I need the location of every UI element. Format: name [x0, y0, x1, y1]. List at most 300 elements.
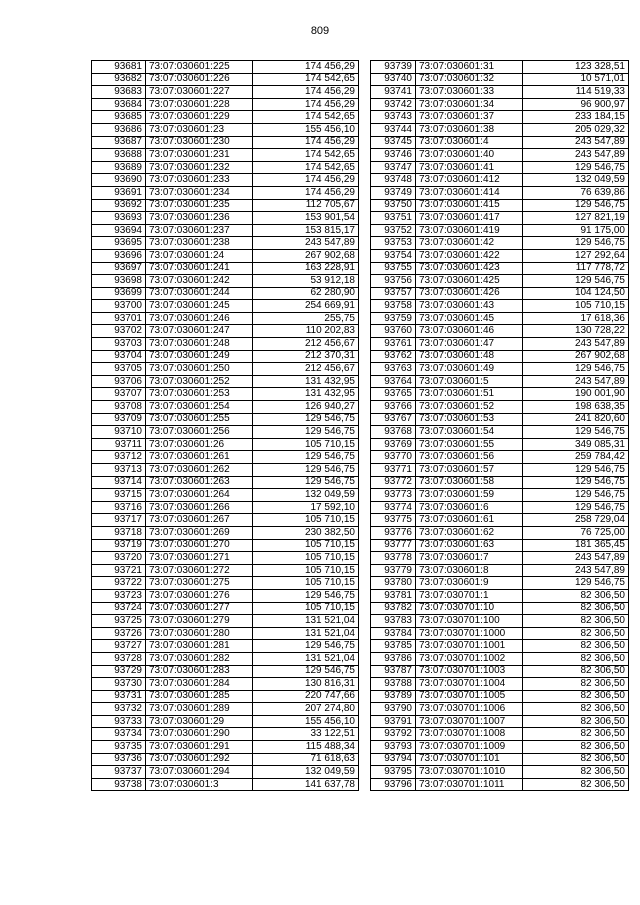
value-cell: 132 049,59	[253, 766, 359, 779]
row-number-cell: 93699	[92, 287, 146, 300]
table-row	[92, 778, 359, 791]
table-row	[371, 123, 629, 136]
cadastral-number-cell: 73:07:030601:262	[146, 464, 253, 477]
table-row	[371, 249, 629, 262]
cadastral-number-cell: 73:07:030601:7	[416, 552, 523, 565]
table-row	[92, 350, 359, 363]
table-row	[92, 489, 359, 502]
row-number-cell: 93766	[371, 401, 416, 414]
value-cell: 243 547,89	[523, 564, 629, 577]
table-row	[92, 678, 359, 691]
table-row	[92, 111, 359, 124]
row-number-cell: 93769	[371, 438, 416, 451]
cadastral-number-cell: 73:07:030601:23	[146, 123, 253, 136]
table-row	[92, 665, 359, 678]
table-row	[92, 287, 359, 300]
table-row	[92, 413, 359, 426]
table-row	[92, 715, 359, 728]
value-cell: 174 456,29	[253, 86, 359, 99]
cadastral-number-cell: 73:07:030701:1003	[416, 665, 523, 678]
cadastral-number-cell: 73:07:030601:244	[146, 287, 253, 300]
value-cell: 129 546,75	[523, 501, 629, 514]
cadastral-number-cell: 73:07:030701:1009	[416, 741, 523, 754]
value-cell: 129 546,75	[253, 665, 359, 678]
table-row	[371, 86, 629, 99]
table-row	[371, 451, 629, 464]
table-row	[92, 161, 359, 174]
value-cell: 129 546,75	[523, 464, 629, 477]
cadastral-number-cell: 73:07:030601:283	[146, 665, 253, 678]
cadastral-number-cell: 73:07:030601:29	[146, 715, 253, 728]
row-number-cell: 93695	[92, 237, 146, 250]
value-cell: 129 546,75	[523, 275, 629, 288]
cadastral-number-cell: 73:07:030601:246	[146, 312, 253, 325]
value-cell: 82 306,50	[523, 678, 629, 691]
table-row	[371, 728, 629, 741]
row-number-cell: 93786	[371, 652, 416, 665]
cadastral-number-cell: 73:07:030601:414	[416, 186, 523, 199]
row-number-cell: 93709	[92, 413, 146, 426]
row-number-cell: 93778	[371, 552, 416, 565]
value-cell: 153 901,54	[253, 212, 359, 225]
value-cell: 349 085,31	[523, 438, 629, 451]
cadastral-number-cell: 73:07:030601:253	[146, 388, 253, 401]
cadastral-number-cell: 73:07:030601:53	[416, 413, 523, 426]
row-number-cell: 93693	[92, 212, 146, 225]
row-number-cell: 93706	[92, 375, 146, 388]
row-number-cell: 93795	[371, 766, 416, 779]
table-row	[371, 741, 629, 754]
table-row	[371, 489, 629, 502]
row-number-cell: 93717	[92, 514, 146, 527]
table-row	[371, 401, 629, 414]
cadastral-number-cell: 73:07:030601:236	[146, 212, 253, 225]
table-row	[92, 602, 359, 615]
row-number-cell: 93749	[371, 186, 416, 199]
table-row	[371, 564, 629, 577]
row-number-cell: 93698	[92, 275, 146, 288]
page-number: 809	[310, 25, 330, 37]
cadastral-number-cell: 73:07:030601:43	[416, 300, 523, 313]
value-cell: 129 546,75	[523, 426, 629, 439]
table-row	[92, 615, 359, 628]
row-number-cell: 93747	[371, 161, 416, 174]
table-row	[371, 464, 629, 477]
table-row	[92, 300, 359, 313]
table-row	[92, 123, 359, 136]
table-row	[92, 728, 359, 741]
cadastral-number-cell: 73:07:030601:281	[146, 640, 253, 653]
cadastral-number-cell: 73:07:030601:48	[416, 350, 523, 363]
cadastral-number-cell: 73:07:030601:266	[146, 501, 253, 514]
cadastral-number-cell: 73:07:030601:271	[146, 552, 253, 565]
cadastral-number-cell: 73:07:030601:415	[416, 199, 523, 212]
cadastral-number-cell: 73:07:030601:425	[416, 275, 523, 288]
cadastral-number-cell: 73:07:030601:230	[146, 136, 253, 149]
value-cell: 174 542,65	[253, 161, 359, 174]
value-cell: 205 029,32	[523, 123, 629, 136]
value-cell: 82 306,50	[523, 665, 629, 678]
cadastral-number-cell: 73:07:030601:237	[146, 224, 253, 237]
value-cell: 243 547,89	[523, 338, 629, 351]
cadastral-number-cell: 73:07:030601:245	[146, 300, 253, 313]
row-number-cell: 93764	[371, 375, 416, 388]
row-number-cell: 93731	[92, 690, 146, 703]
value-cell: 17 592,10	[253, 501, 359, 514]
value-cell: 105 710,15	[253, 539, 359, 552]
value-cell: 105 710,15	[253, 438, 359, 451]
table-row	[92, 338, 359, 351]
row-number-cell: 93718	[92, 526, 146, 539]
table-row	[371, 640, 629, 653]
value-cell: 127 821,19	[523, 212, 629, 225]
table-row	[92, 136, 359, 149]
value-cell: 129 546,75	[253, 413, 359, 426]
table-row	[371, 690, 629, 703]
value-cell: 207 274,80	[253, 703, 359, 716]
row-number-cell: 93733	[92, 715, 146, 728]
cadastral-number-cell: 73:07:030601:227	[146, 86, 253, 99]
table-row	[92, 564, 359, 577]
table-row	[92, 312, 359, 325]
cadastral-number-cell: 73:07:030601:42	[416, 237, 523, 250]
value-cell: 243 547,89	[523, 149, 629, 162]
value-cell: 110 202,83	[253, 325, 359, 338]
row-number-cell: 93701	[92, 312, 146, 325]
cadastral-number-cell: 73:07:030601:33	[416, 86, 523, 99]
cadastral-number-cell: 73:07:030601:234	[146, 186, 253, 199]
value-cell: 129 546,75	[523, 199, 629, 212]
row-number-cell: 93729	[92, 665, 146, 678]
value-cell: 129 546,75	[523, 237, 629, 250]
table-row	[92, 224, 359, 237]
value-cell: 198 638,35	[523, 401, 629, 414]
row-number-cell: 93793	[371, 741, 416, 754]
cadastral-number-cell: 73:07:030601:232	[146, 161, 253, 174]
cadastral-number-cell: 73:07:030601:269	[146, 526, 253, 539]
cadastral-number-cell: 73:07:030601:51	[416, 388, 523, 401]
cadastral-number-cell: 73:07:030601:241	[146, 262, 253, 275]
table-row	[371, 615, 629, 628]
table-row	[92, 464, 359, 477]
value-cell: 126 940,27	[253, 401, 359, 414]
row-number-cell: 93711	[92, 438, 146, 451]
cadastral-number-cell: 73:07:030601:250	[146, 363, 253, 376]
table-row	[371, 338, 629, 351]
cadastral-number-cell: 73:07:030601:249	[146, 350, 253, 363]
row-number-cell: 93719	[92, 539, 146, 552]
row-number-cell: 93770	[371, 451, 416, 464]
row-number-cell: 93790	[371, 703, 416, 716]
table-row	[371, 413, 629, 426]
value-cell: 153 815,17	[253, 224, 359, 237]
cadastral-number-cell: 73:07:030701:1002	[416, 652, 523, 665]
cadastral-number-cell: 73:07:030601:412	[416, 174, 523, 187]
value-cell: 155 456,10	[253, 123, 359, 136]
cadastral-number-cell: 73:07:030601:426	[416, 287, 523, 300]
row-number-cell: 93771	[371, 464, 416, 477]
value-cell: 129 546,75	[523, 161, 629, 174]
row-number-cell: 93710	[92, 426, 146, 439]
cadastral-number-cell: 73:07:030601:31	[416, 61, 523, 74]
row-number-cell: 93702	[92, 325, 146, 338]
value-cell: 82 306,50	[523, 640, 629, 653]
table-row	[92, 249, 359, 262]
value-cell: 267 902,68	[253, 249, 359, 262]
cadastral-number-cell: 73:07:030601:291	[146, 741, 253, 754]
value-cell: 174 456,29	[253, 174, 359, 187]
row-number-cell: 93737	[92, 766, 146, 779]
value-cell: 174 542,65	[253, 149, 359, 162]
value-cell: 174 456,29	[253, 98, 359, 111]
cadastral-number-cell: 73:07:030601:62	[416, 526, 523, 539]
row-number-cell: 93767	[371, 413, 416, 426]
table-row	[371, 212, 629, 225]
value-cell: 76 725,00	[523, 526, 629, 539]
row-number-cell: 93768	[371, 426, 416, 439]
value-cell: 129 546,75	[523, 577, 629, 590]
table-row	[371, 186, 629, 199]
row-number-cell: 93735	[92, 741, 146, 754]
cadastral-number-cell: 73:07:030601:5	[416, 375, 523, 388]
row-number-cell: 93759	[371, 312, 416, 325]
table-row	[92, 501, 359, 514]
row-number-cell: 93687	[92, 136, 146, 149]
table-row	[371, 73, 629, 86]
row-number-cell: 93689	[92, 161, 146, 174]
register-table-right	[370, 60, 629, 791]
cadastral-number-cell: 73:07:030701:1006	[416, 703, 523, 716]
value-cell: 129 546,75	[253, 426, 359, 439]
row-number-cell: 93696	[92, 249, 146, 262]
value-cell: 112 705,67	[253, 199, 359, 212]
value-cell: 243 547,89	[253, 237, 359, 250]
value-cell: 82 306,50	[523, 715, 629, 728]
row-number-cell: 93728	[92, 652, 146, 665]
row-number-cell: 93715	[92, 489, 146, 502]
table-row	[92, 73, 359, 86]
row-number-cell: 93742	[371, 98, 416, 111]
row-number-cell: 93789	[371, 690, 416, 703]
cadastral-number-cell: 73:07:030601:37	[416, 111, 523, 124]
row-number-cell: 93750	[371, 199, 416, 212]
value-cell: 130 728,22	[523, 325, 629, 338]
table-row	[92, 363, 359, 376]
table-row	[371, 766, 629, 779]
table-row	[92, 262, 359, 275]
value-cell: 174 542,65	[253, 73, 359, 86]
cadastral-number-cell: 73:07:030601:228	[146, 98, 253, 111]
table-row	[371, 665, 629, 678]
cadastral-number-cell: 73:07:030601:242	[146, 275, 253, 288]
value-cell: 82 306,50	[523, 766, 629, 779]
row-number-cell: 93783	[371, 615, 416, 628]
value-cell: 82 306,50	[523, 589, 629, 602]
value-cell: 105 710,15	[253, 602, 359, 615]
value-cell: 220 747,66	[253, 690, 359, 703]
cadastral-number-cell: 73:07:030601:292	[146, 753, 253, 766]
row-number-cell: 93773	[371, 489, 416, 502]
value-cell: 243 547,89	[523, 552, 629, 565]
table-row	[371, 375, 629, 388]
row-number-cell: 93772	[371, 476, 416, 489]
row-number-cell: 93765	[371, 388, 416, 401]
row-number-cell: 93748	[371, 174, 416, 187]
row-number-cell: 93776	[371, 526, 416, 539]
table-row	[92, 741, 359, 754]
row-number-cell: 93714	[92, 476, 146, 489]
value-cell: 127 292,64	[523, 249, 629, 262]
row-number-cell: 93743	[371, 111, 416, 124]
table-row	[371, 678, 629, 691]
row-number-cell: 93721	[92, 564, 146, 577]
cadastral-number-cell: 73:07:030601:229	[146, 111, 253, 124]
value-cell: 233 184,15	[523, 111, 629, 124]
cadastral-number-cell: 73:07:030601:45	[416, 312, 523, 325]
value-cell: 105 710,15	[253, 514, 359, 527]
table-row	[371, 111, 629, 124]
value-cell: 105 710,15	[523, 300, 629, 313]
cadastral-number-cell: 73:07:030701:101	[416, 753, 523, 766]
row-number-cell: 93753	[371, 237, 416, 250]
table-row	[92, 199, 359, 212]
value-cell: 130 816,31	[253, 678, 359, 691]
row-number-cell: 93694	[92, 224, 146, 237]
row-number-cell: 93685	[92, 111, 146, 124]
cadastral-number-cell: 73:07:030601:280	[146, 627, 253, 640]
cadastral-number-cell: 73:07:030601:233	[146, 174, 253, 187]
value-cell: 259 784,42	[523, 451, 629, 464]
value-cell: 174 542,65	[253, 111, 359, 124]
cadastral-number-cell: 73:07:030601:6	[416, 501, 523, 514]
table-row	[371, 753, 629, 766]
table-row	[371, 438, 629, 451]
value-cell: 132 049,59	[523, 174, 629, 187]
value-cell: 155 456,10	[253, 715, 359, 728]
row-number-cell: 93788	[371, 678, 416, 691]
value-cell: 82 306,50	[523, 703, 629, 716]
row-number-cell: 93683	[92, 86, 146, 99]
table-row	[92, 652, 359, 665]
row-number-cell: 93796	[371, 778, 416, 791]
cadastral-number-cell: 73:07:030601:419	[416, 224, 523, 237]
cadastral-number-cell: 73:07:030601:285	[146, 690, 253, 703]
row-number-cell: 93716	[92, 501, 146, 514]
value-cell: 243 547,89	[523, 136, 629, 149]
row-number-cell: 93681	[92, 61, 146, 74]
value-cell: 105 710,15	[253, 577, 359, 590]
row-number-cell: 93707	[92, 388, 146, 401]
cadastral-number-cell: 73:07:030601:279	[146, 615, 253, 628]
row-number-cell: 93794	[371, 753, 416, 766]
table-row	[371, 350, 629, 363]
value-cell: 212 456,67	[253, 338, 359, 351]
table-row	[371, 199, 629, 212]
cadastral-number-cell: 73:07:030601:63	[416, 539, 523, 552]
value-cell: 131 432,95	[253, 375, 359, 388]
cadastral-number-cell: 73:07:030601:46	[416, 325, 523, 338]
value-cell: 105 710,15	[253, 552, 359, 565]
row-number-cell: 93723	[92, 589, 146, 602]
value-cell: 82 306,50	[523, 728, 629, 741]
row-number-cell: 93704	[92, 350, 146, 363]
table-row	[371, 703, 629, 716]
row-number-cell: 93738	[92, 778, 146, 791]
cadastral-number-cell: 73:07:030601:247	[146, 325, 253, 338]
cadastral-number-cell: 73:07:030601:275	[146, 577, 253, 590]
cadastral-number-cell: 73:07:030601:55	[416, 438, 523, 451]
row-number-cell: 93745	[371, 136, 416, 149]
row-number-cell: 93720	[92, 552, 146, 565]
row-number-cell: 93727	[92, 640, 146, 653]
row-number-cell: 93751	[371, 212, 416, 225]
value-cell: 230 382,50	[253, 526, 359, 539]
row-number-cell: 93725	[92, 615, 146, 628]
value-cell: 174 456,29	[253, 136, 359, 149]
table-row	[92, 375, 359, 388]
value-cell: 241 820,60	[523, 413, 629, 426]
table-row	[371, 136, 629, 149]
table-row	[92, 401, 359, 414]
table-row	[92, 526, 359, 539]
table-row	[92, 388, 359, 401]
cadastral-number-cell: 73:07:030601:8	[416, 564, 523, 577]
value-cell: 129 546,75	[253, 451, 359, 464]
value-cell: 129 546,75	[253, 589, 359, 602]
cadastral-number-cell: 73:07:030601:61	[416, 514, 523, 527]
table-row	[371, 476, 629, 489]
cadastral-number-cell: 73:07:030601:272	[146, 564, 253, 577]
row-number-cell: 93752	[371, 224, 416, 237]
cadastral-number-cell: 73:07:030701:1005	[416, 690, 523, 703]
table-row	[371, 426, 629, 439]
value-cell: 10 571,01	[523, 73, 629, 86]
value-cell: 17 618,36	[523, 312, 629, 325]
table-row	[92, 237, 359, 250]
row-number-cell: 93777	[371, 539, 416, 552]
value-cell: 129 546,75	[253, 640, 359, 653]
cadastral-number-cell: 73:07:030601:34	[416, 98, 523, 111]
cadastral-number-cell: 73:07:030601:9	[416, 577, 523, 590]
table-row	[371, 325, 629, 338]
value-cell: 114 519,33	[523, 86, 629, 99]
table-row	[92, 577, 359, 590]
value-cell: 174 456,29	[253, 61, 359, 74]
table-row	[92, 753, 359, 766]
row-number-cell: 93703	[92, 338, 146, 351]
row-number-cell: 93700	[92, 300, 146, 313]
table-row	[92, 438, 359, 451]
table-row	[92, 514, 359, 527]
cadastral-number-cell: 73:07:030601:32	[416, 73, 523, 86]
table-row	[92, 640, 359, 653]
value-cell: 82 306,50	[523, 627, 629, 640]
value-cell: 131 521,04	[253, 615, 359, 628]
value-cell: 129 546,75	[253, 464, 359, 477]
cadastral-number-cell: 73:07:030601:58	[416, 476, 523, 489]
cadastral-number-cell: 73:07:030601:24	[146, 249, 253, 262]
value-cell: 62 280,90	[253, 287, 359, 300]
value-cell: 131 521,04	[253, 627, 359, 640]
value-cell: 129 546,75	[523, 363, 629, 376]
cadastral-number-cell: 73:07:030601:417	[416, 212, 523, 225]
table-row	[92, 703, 359, 716]
row-number-cell: 93732	[92, 703, 146, 716]
value-cell: 105 710,15	[253, 564, 359, 577]
row-number-cell: 93792	[371, 728, 416, 741]
cadastral-number-cell: 73:07:030601:270	[146, 539, 253, 552]
cadastral-number-cell: 73:07:030601:261	[146, 451, 253, 464]
